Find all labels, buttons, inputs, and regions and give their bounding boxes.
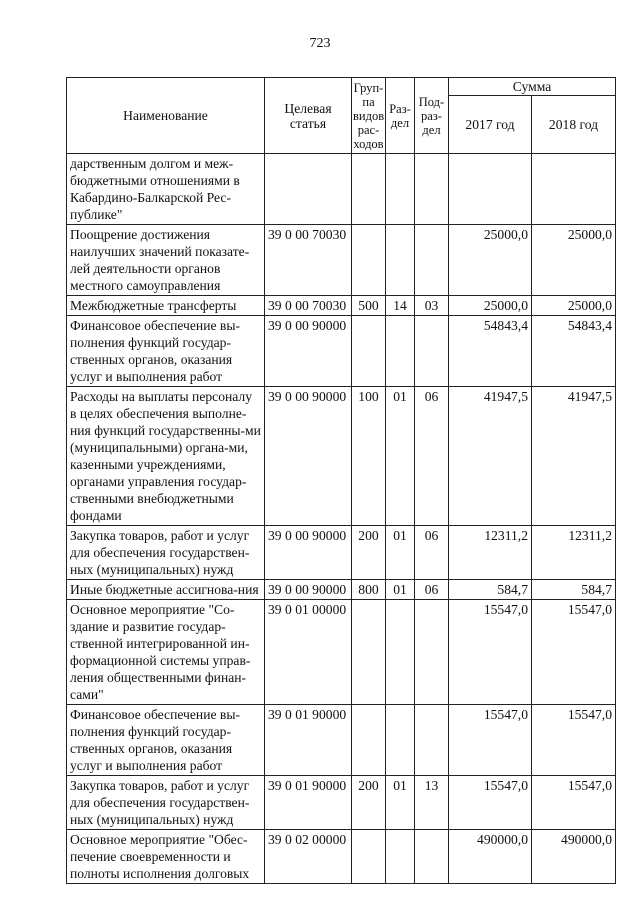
cell-name: Поощрение достижения наилучших значений показате-лей деятельности органов местного самоуправления	[67, 225, 265, 296]
cell-subsection	[415, 705, 449, 776]
cell-target-code: 39 0 01 90000	[265, 705, 352, 776]
cell-name: Иные бюджетные ассигнова-ния	[67, 580, 265, 600]
cell-sum-2017: 490000,0	[449, 830, 532, 884]
cell-subsection	[415, 154, 449, 225]
cell-sum-2017: 15547,0	[449, 705, 532, 776]
cell-target-code: 39 0 02 00000	[265, 830, 352, 884]
cell-sum-2017: 15547,0	[449, 600, 532, 705]
table-row	[67, 316, 616, 387]
table-row	[67, 600, 616, 705]
cell-sum-2018: 15547,0	[532, 776, 616, 830]
cell-group	[352, 705, 386, 776]
cell-sum-2017: 584,7	[449, 580, 532, 600]
cell-sum-2018: 25000,0	[532, 296, 616, 316]
cell-target-code: 39 0 01 90000	[265, 776, 352, 830]
table-row	[67, 387, 616, 526]
cell-sum-2018: 25000,0	[532, 225, 616, 296]
cell-group: 500	[352, 296, 386, 316]
cell-section	[386, 600, 415, 705]
cell-subsection: 06	[415, 387, 449, 526]
cell-sum-2017: 15547,0	[449, 776, 532, 830]
cell-target-code: 39 0 00 90000	[265, 387, 352, 526]
table-row	[67, 830, 616, 884]
cell-subsection: 13	[415, 776, 449, 830]
cell-sum-2017: 25000,0	[449, 296, 532, 316]
header-sum: Сумма	[449, 78, 616, 96]
page-number: 723	[309, 36, 331, 51]
cell-sum-2018: 41947,5	[532, 387, 616, 526]
cell-group	[352, 154, 386, 225]
cell-sum-2017: 12311,2	[449, 526, 532, 580]
cell-name: Финансовое обеспечение вы-полнения функций государ-ственных органов, оказания услуг и выполнения работ	[67, 705, 265, 776]
cell-group	[352, 225, 386, 296]
table-row	[67, 225, 616, 296]
cell-group	[352, 600, 386, 705]
cell-section: 01	[386, 580, 415, 600]
header-section: Раз-дел	[386, 78, 415, 154]
table-row	[67, 154, 616, 225]
cell-subsection	[415, 600, 449, 705]
cell-sum-2017: 41947,5	[449, 387, 532, 526]
cell-target-code: 39 0 01 00000	[265, 600, 352, 705]
header-group: Груп-па видов рас-ходов	[352, 78, 386, 154]
cell-group: 200	[352, 526, 386, 580]
cell-group	[352, 316, 386, 387]
cell-section	[386, 830, 415, 884]
cell-sum-2018: 15547,0	[532, 705, 616, 776]
cell-name: Межбюджетные трансферты	[67, 296, 265, 316]
cell-section: 01	[386, 526, 415, 580]
cell-name: Закупка товаров, работ и услуг для обеспечения государствен-ных (муниципальных) нужд	[67, 776, 265, 830]
header-year-2017: 2017 год	[449, 96, 532, 154]
table-row	[67, 296, 616, 316]
cell-sum-2018	[532, 154, 616, 225]
cell-target-code: 39 0 00 70030	[265, 225, 352, 296]
cell-name: Расходы на выплаты персоналу в целях обеспечения выполне-ния функций государственны-ми (муниципальными) органа-ми, казенными учреждениями, органами управления государ-ственными внебюджетными фондами	[67, 387, 265, 526]
cell-sum-2018: 12311,2	[532, 526, 616, 580]
cell-subsection: 06	[415, 580, 449, 600]
cell-section	[386, 225, 415, 296]
cell-sum-2018: 54843,4	[532, 316, 616, 387]
cell-subsection	[415, 316, 449, 387]
cell-sum-2017: 54843,4	[449, 316, 532, 387]
cell-sum-2018: 584,7	[532, 580, 616, 600]
cell-target-code: 39 0 00 90000	[265, 580, 352, 600]
header-subsection: Под-раз-дел	[415, 78, 449, 154]
cell-name: Закупка товаров, работ и услуг для обеспечения государствен-ных (муниципальных) нужд	[67, 526, 265, 580]
table-body	[67, 154, 616, 884]
cell-group: 800	[352, 580, 386, 600]
cell-section	[386, 705, 415, 776]
cell-target-code: 39 0 00 70030	[265, 296, 352, 316]
cell-group: 200	[352, 776, 386, 830]
cell-sum-2018: 15547,0	[532, 600, 616, 705]
cell-name: Финансовое обеспечение вы-полнения функций государ-ственных органов, оказания услуг и выполнения работ	[67, 316, 265, 387]
cell-name: дарственным долгом и меж-бюджетными отношениями в Кабардино-Балкарской Рес-публике"	[67, 154, 265, 225]
cell-sum-2017	[449, 154, 532, 225]
cell-section: 01	[386, 387, 415, 526]
header-year-2018: 2018 год	[532, 96, 616, 154]
cell-target-code: 39 0 00 90000	[265, 316, 352, 387]
budget-table	[66, 77, 616, 884]
cell-subsection: 06	[415, 526, 449, 580]
cell-name: Основное мероприятие "Обес-печение своевременности и полноты исполнения долговых	[67, 830, 265, 884]
cell-section: 01	[386, 776, 415, 830]
header-target: Целевая статья	[265, 78, 352, 154]
cell-sum-2018: 490000,0	[532, 830, 616, 884]
cell-subsection: 03	[415, 296, 449, 316]
cell-subsection	[415, 830, 449, 884]
cell-group: 100	[352, 387, 386, 526]
table-row	[67, 705, 616, 776]
table-row	[67, 580, 616, 600]
table-row	[67, 776, 616, 830]
cell-name: Основное мероприятие "Со-здание и развитие государ-ственной интегрированной ин-формационной системы управ-ления общественными финан-сами"	[67, 600, 265, 705]
cell-section: 14	[386, 296, 415, 316]
cell-section	[386, 316, 415, 387]
header-name: Наименование	[67, 78, 265, 154]
cell-target-code: 39 0 00 90000	[265, 526, 352, 580]
cell-target-code	[265, 154, 352, 225]
table-row	[67, 526, 616, 580]
cell-group	[352, 830, 386, 884]
cell-section	[386, 154, 415, 225]
cell-sum-2017: 25000,0	[449, 225, 532, 296]
cell-subsection	[415, 225, 449, 296]
